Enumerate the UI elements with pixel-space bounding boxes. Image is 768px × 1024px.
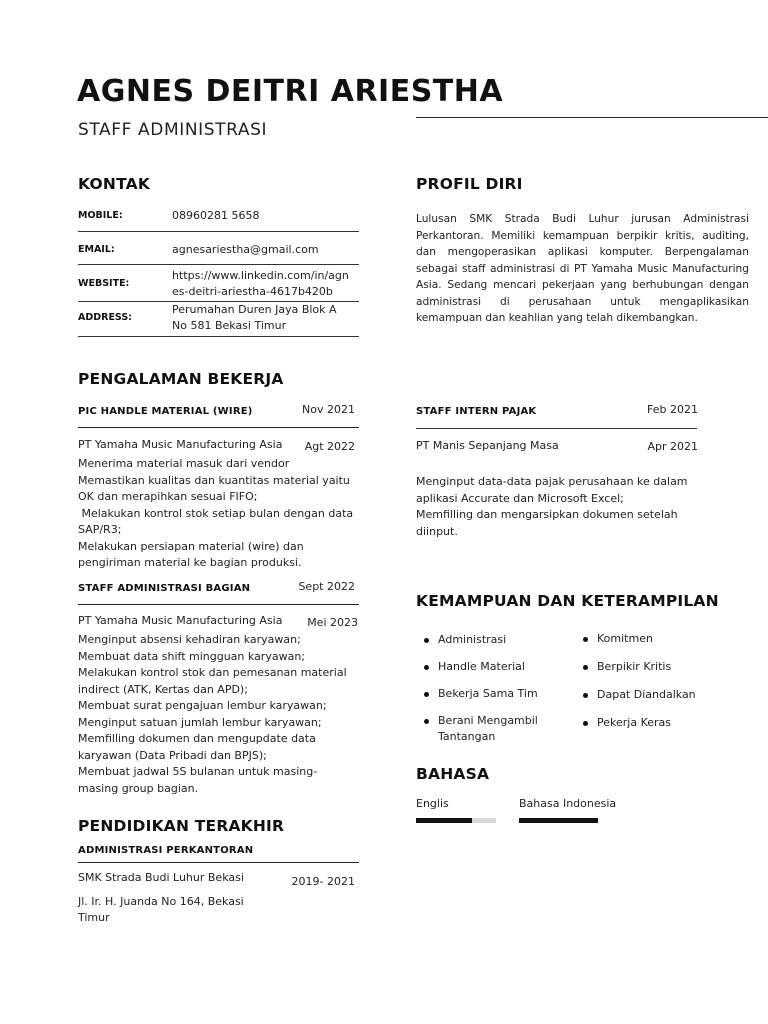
duty-line: Membuat jadwal 5S bulanan untuk masing- [78,765,318,778]
email-value[interactable]: agnesariestha@gmail.com [172,243,319,256]
duty-line: Memastikan kualitas dan kuantitas material yaitu [78,473,350,487]
education-major: ADMINISTRASI PERKANTORAN [78,845,254,856]
job-end-date: Mei 2023 [307,616,358,629]
job-start-date: Sept 2022 [298,580,355,593]
contact-heading: KONTAK [78,175,151,193]
duty-line: karyawan (Data Pribadi dan BPJS); [78,748,267,762]
contact-divider [78,231,359,232]
contact-divider [78,336,359,337]
profile-heading: PROFIL DIRI [416,175,523,193]
duty-line: Menginput satuan jumlah lembur karyawan; [78,715,322,729]
website-label: WEBSITE: [78,278,130,289]
education-divider [78,862,359,863]
bullet-icon [583,665,588,670]
mobile-label: MOBILE: [78,210,123,221]
candidate-name: AGNES DEITRI ARIESTHA [77,74,504,109]
duty-line: Melakukan kontrol stok dan pemesanan material [78,666,347,679]
skill-item: Pekerja Keras [597,715,671,731]
skill-item: Handle Material [438,659,525,675]
language-name: Englis [416,797,449,810]
header-divider [416,117,768,118]
job-title: STAFF INTERN PAJAK [416,406,537,417]
duty-line: pengiriman material ke bagian produksi. [78,556,302,569]
education-school: SMK Strada Budi Luhur Bekasi [78,871,244,884]
duty-line: OK dan merapihkan sesuai FIFO; [78,490,258,503]
bullet-icon [424,665,429,670]
job-title: STAFF ADMINISTRASI [78,120,268,140]
education-address-line2: Timur [78,911,110,924]
education-address-line1: Jl. Ir. H. Juanda No 164, Bekasi [78,895,244,908]
address-value-line1: Perumahan Duren Jaya Blok A [172,303,337,316]
job-title: STAFF ADMINISTRASI BAGIAN [78,583,251,594]
language-level-bar [416,818,496,823]
language-level-fill [519,818,598,823]
job-title: PIC HANDLE MATERIAL (WIRE) [78,406,253,417]
job-company: PT Manis Sepanjang Masa [416,439,559,452]
website-value-line1[interactable]: https://www.linkedin.com/in/agn [172,269,349,282]
job-company: PT Yamaha Music Manufacturing Asia [78,438,283,451]
job-divider [78,604,359,605]
duty-line: Memfilling dan mengarsipkan dokumen setelah [416,508,678,521]
job-end-date: Agt 2022 [304,440,355,453]
job-start-date: Nov 2021 [302,403,355,416]
mobile-value: 08960281 5658 [172,209,260,222]
bullet-icon [583,637,588,642]
language-heading: BAHASA [416,765,490,783]
job-duties [78,456,368,572]
job-duties [416,474,716,540]
skill-item: Bekerja Sama Tim [438,686,538,702]
experience-heading: PENGALAMAN BEKERJA [78,370,284,388]
duty-line: Memfilling dokumen dan mengupdate data [78,732,316,745]
skill-item: Administrasi [438,632,506,648]
language-name: Bahasa Indonesia [519,797,617,810]
duty-line: Menerima material masuk dari vendor [78,457,290,470]
address-label: ADDRESS: [78,312,132,323]
address-value-line2: No 581 Bekasi Timur [172,319,287,332]
skill-item: Dapat Diandalkan [597,687,696,703]
skill-item: Berpikir Kritis [597,659,671,675]
skill-item: Berani Mengambil Tantangan [438,713,558,745]
language-level-fill [416,818,472,823]
bullet-icon [424,719,429,724]
duty-line: Menginput data-data pajak perusahaan ke dalam [416,475,688,488]
education-years: 2019- 2021 [291,875,355,888]
bullet-icon [424,638,429,643]
job-end-date: Apr 2021 [647,440,698,453]
profile-text: Lulusan SMK Strada Budi Luhur jurusan Administrasi Perkantoran. Memiliki kemampuan berpikir kritis, auditing, dan mengoperasikan aplikasi komputer. Berpengalaman sebagai staff administrasi di PT Yamaha Music Manufacturing Asia. Sedang mencari pekerjaan yang berhubungan dengan administrasi di perusahaan untuk mengaplikasikan kemampuan dan keahlian yang telah dikembangkan. [416,213,749,324]
job-divider [78,427,359,428]
skills-heading: KEMAMPUAN DAN KETERAMPILAN [416,592,719,610]
bullet-icon [583,721,588,726]
job-start-date: Feb 2021 [647,403,698,416]
duty-line: aplikasi Accurate dan Microsoft Excel; [416,491,624,505]
job-divider [416,428,697,429]
email-label: EMAIL: [78,244,115,255]
duty-line: diinput. [416,524,458,538]
duty-line: Menginput absensi kehadiran karyawan; [78,633,301,646]
duty-line: indirect (ATK, Kertas dan APD); [78,682,248,696]
duty-line: SAP/R3; [78,523,122,536]
language-level-bar [519,818,598,823]
bullet-icon [424,692,429,697]
duty-line: Melakukan kontrol stok setiap bulan dengan data [78,506,354,520]
contact-divider [78,264,359,265]
duty-line: Membuat data shift mingguan karyawan; [78,649,305,663]
duty-line: Melakukan persiapan material (wire) dan [78,539,304,553]
job-company: PT Yamaha Music Manufacturing Asia [78,614,283,627]
education-heading: PENDIDIKAN TERAKHIR [78,817,285,835]
skill-item: Komitmen [597,631,653,647]
duty-line: masing group bagian. [78,781,199,795]
job-duties [78,632,368,797]
duty-line: Membuat surat pengajuan lembur karyawan; [78,699,327,712]
bullet-icon [583,693,588,698]
website-value-line2[interactable]: es-deitri-ariestha-4617b420b [172,285,333,298]
